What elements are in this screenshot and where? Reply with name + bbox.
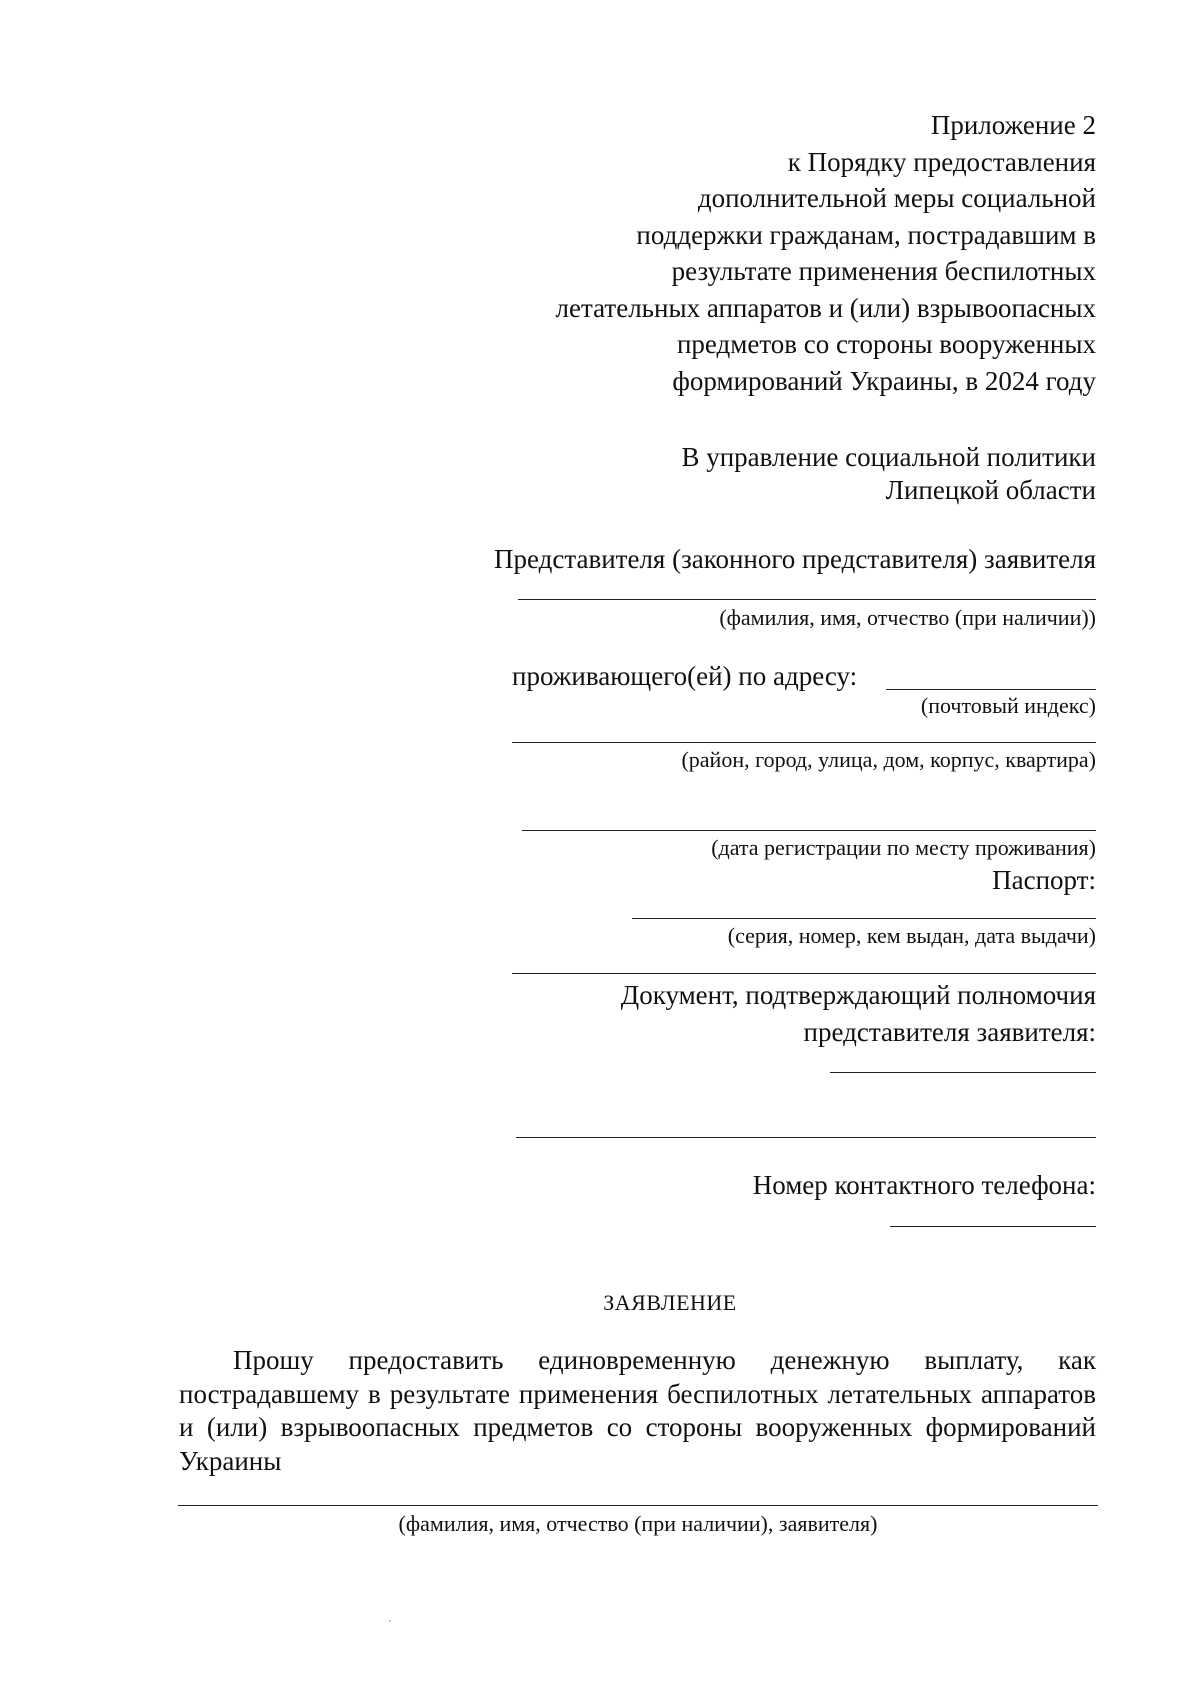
representative-fio-field[interactable] — [518, 599, 1096, 600]
statement-body-text: Прошу предоставить единовременную денежную выплату, как пострадавшему в результате применения беспилотных летательных аппаратов и (или) взрывоопасных предметов со стороны вооруженных формирований Украины — [179, 1345, 1096, 1476]
appendix-line: формирований Украины, в 2024 году — [672, 365, 1096, 396]
scan-speck — [389, 1620, 391, 1622]
passport-field[interactable] — [632, 918, 1096, 919]
passport-label: Паспорт: — [992, 865, 1096, 895]
postal-caption: (почтовый индекс) — [920, 693, 1096, 718]
authority-document-line-2: представителя заявителя: — [803, 1016, 1096, 1047]
phone-label: Номер контактного телефона: — [752, 1170, 1096, 1200]
appendix-line: к Порядку предоставления — [787, 146, 1096, 177]
passport-caption: (серия, номер, кем выдан, дата выдачи) — [727, 923, 1096, 948]
fio-caption: (фамилия, имя, отчество (при наличии)) — [719, 605, 1096, 630]
postal-code-field[interactable] — [886, 689, 1096, 690]
statement-title: ЗАЯВЛЕНИЕ — [603, 1290, 737, 1315]
appendix-line: предметов со стороны вооруженных — [676, 329, 1096, 359]
registration-date-field[interactable] — [522, 830, 1096, 831]
address-caption: (район, город, улица, дом, корпус, квартира) — [681, 747, 1096, 772]
addressee-line-2: Липецкой области — [885, 475, 1096, 505]
appendix-line: Приложение 2 — [930, 110, 1096, 140]
authority-document-extra-field[interactable] — [516, 1137, 1096, 1138]
addressee-line-1: В управление социальной политики — [681, 442, 1096, 472]
appendix-line: летательных аппаратов и (или) взрывоопасных — [555, 292, 1096, 323]
authority-document-label — [621, 977, 1096, 1050]
appendix-line: дополнительной меры социальной — [697, 183, 1096, 213]
appendix-header — [556, 107, 1096, 399]
address-label: проживающего(ей) по адресу: — [512, 661, 858, 691]
phone-field[interactable] — [890, 1226, 1096, 1227]
applicant-fio-field[interactable] — [178, 1505, 1098, 1506]
passport-extra-field[interactable] — [512, 973, 1096, 974]
authority-document-line-1: Документ, подтверждающий полномочия — [620, 980, 1096, 1010]
address-field[interactable] — [512, 742, 1096, 743]
addressee-block — [681, 441, 1096, 507]
appendix-line: поддержки гражданам, пострадавшим в — [636, 219, 1096, 250]
appendix-line: результате применения беспилотных — [671, 256, 1096, 286]
statement-body — [179, 1344, 1096, 1478]
representative-label: Представителя (законного представителя) заявителя — [494, 544, 1096, 574]
applicant-caption: (фамилия, имя, отчество (при наличии), заявителя) — [398, 1511, 878, 1536]
registration-caption: (дата регистрации по месту проживания) — [711, 835, 1096, 860]
authority-document-field[interactable] — [830, 1072, 1096, 1073]
